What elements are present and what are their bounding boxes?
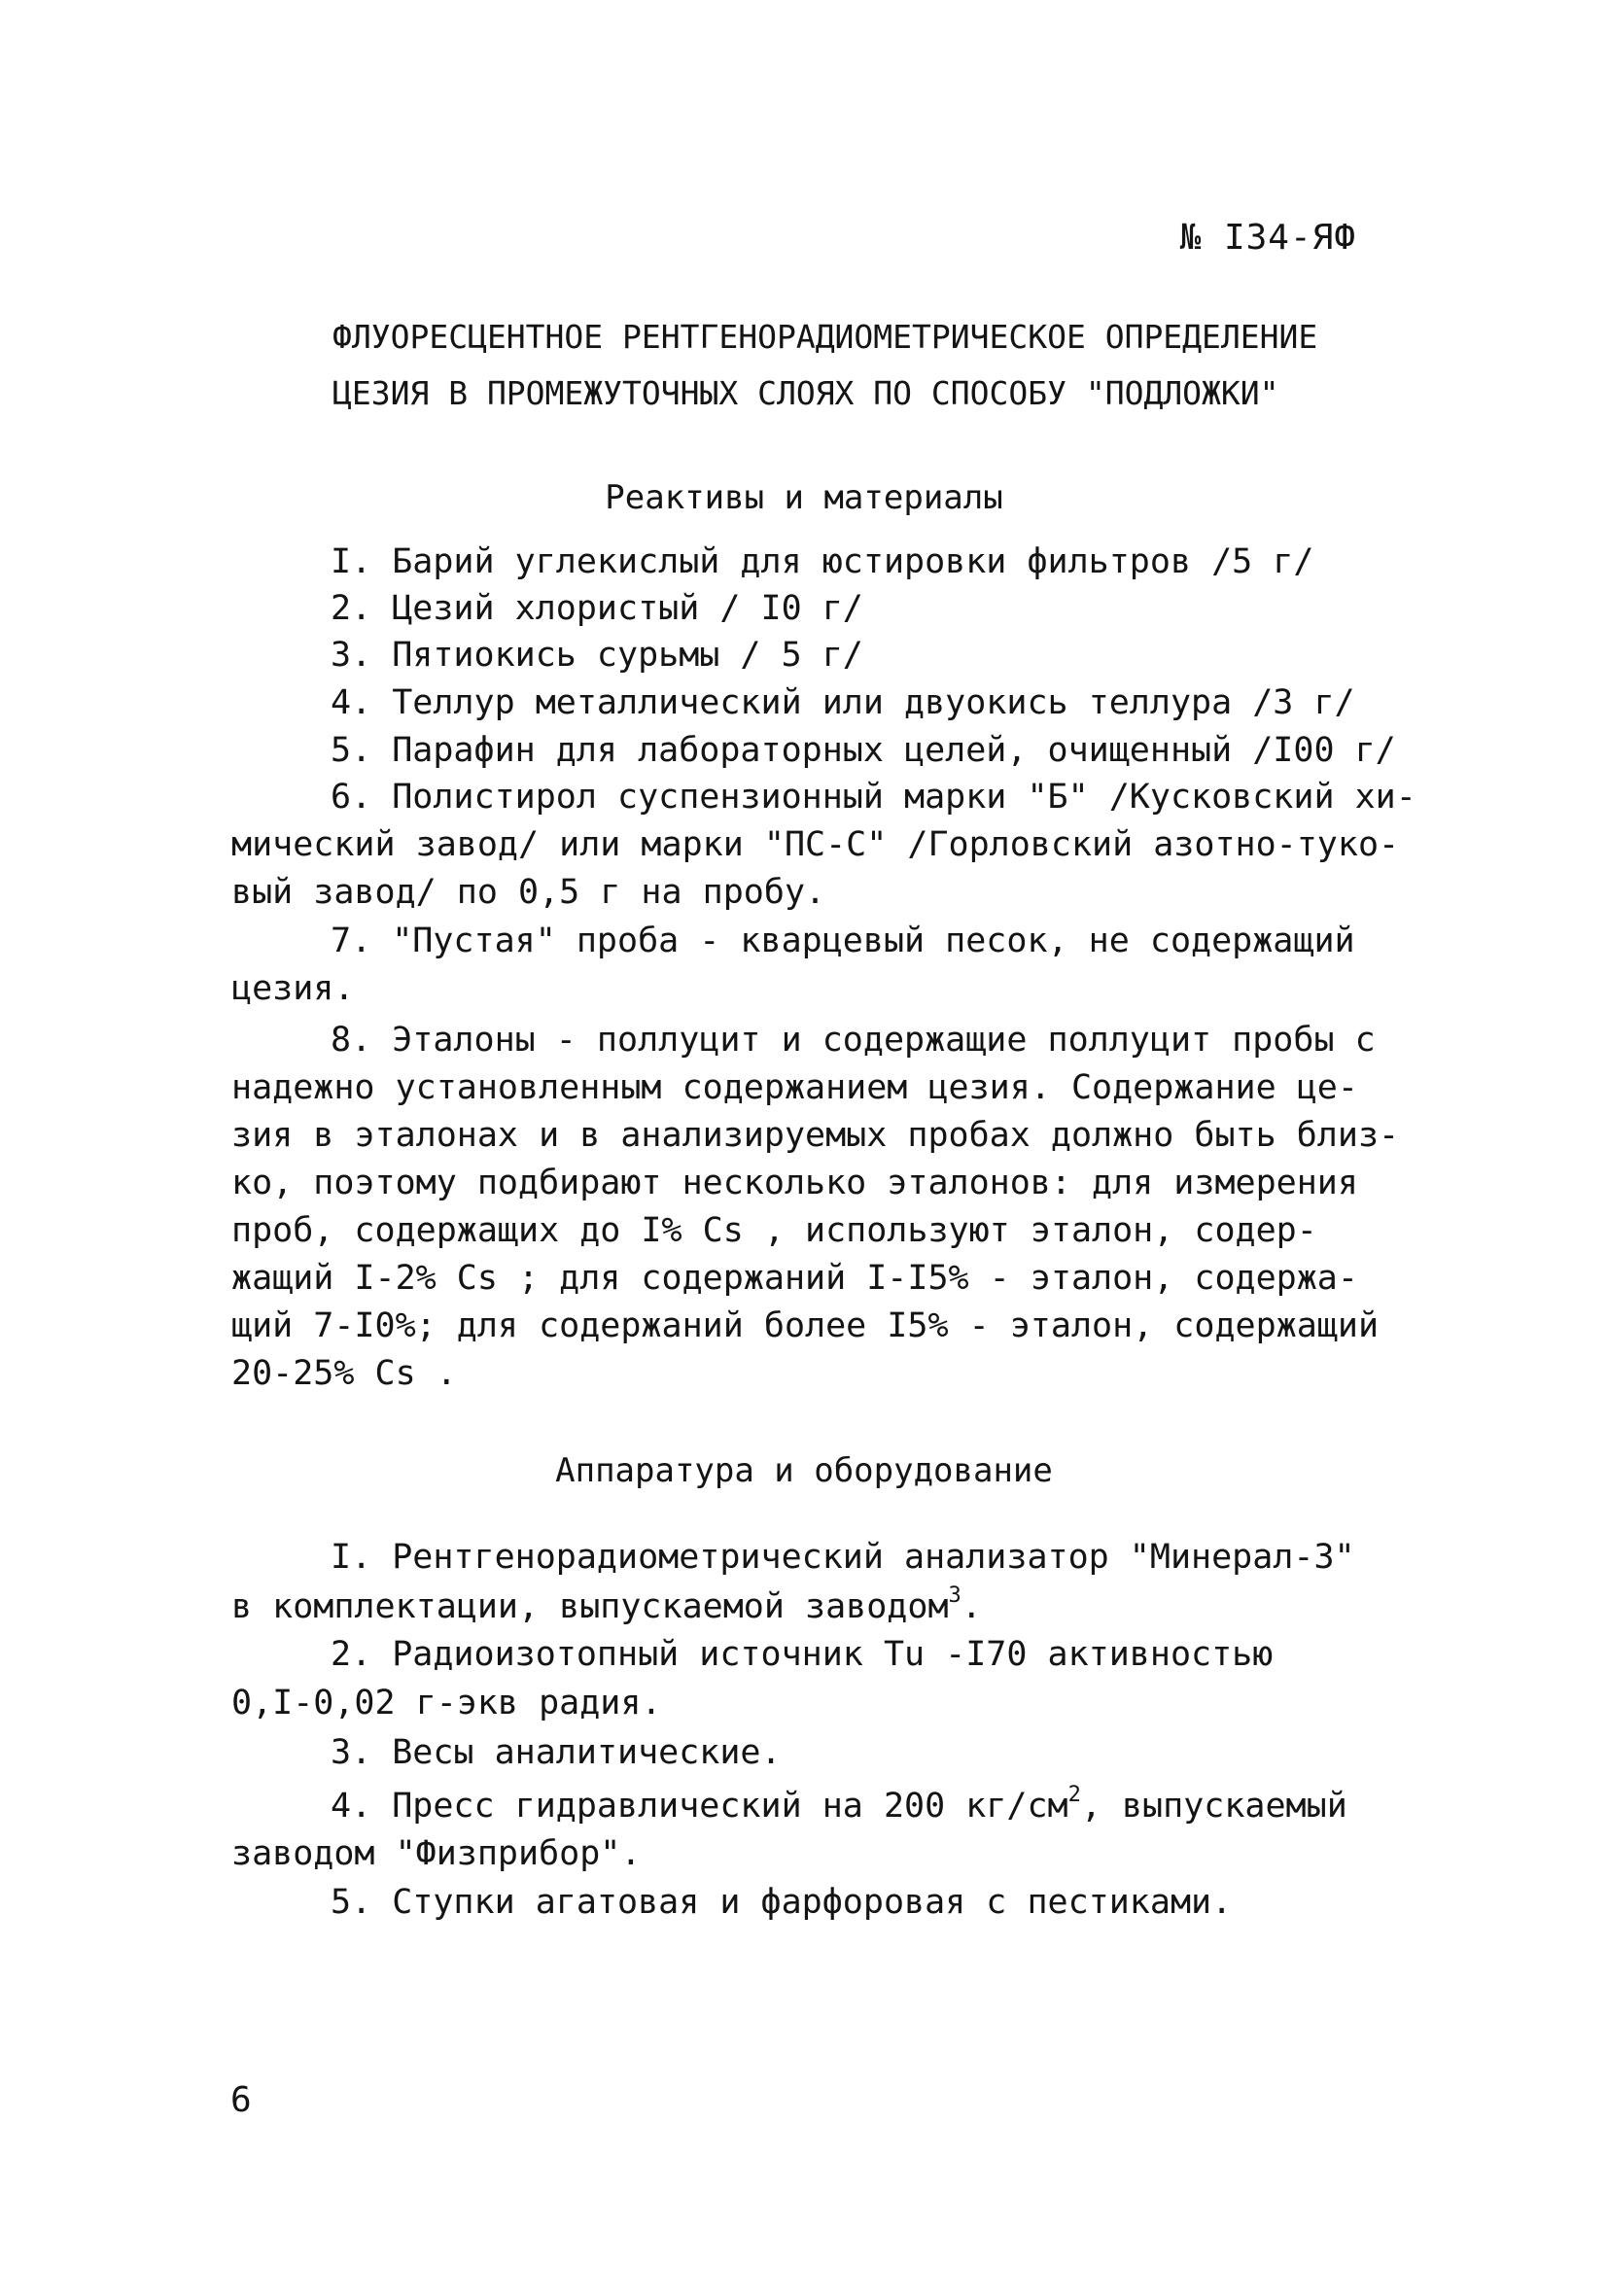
equipment-line-3: 2. Радиоизотопный источник Tu -I70 активностью bbox=[331, 1635, 1274, 1674]
section-heading-reagents: Реактивы и материалы bbox=[605, 478, 1003, 517]
equipment-line-2-text: в комплектации, выпускаемой заводом bbox=[231, 1587, 949, 1626]
section-heading-equipment: Аппаратура и оборудование bbox=[555, 1451, 1053, 1490]
reagent-line-6: 6. Полистирол суспензионный марки "Б" /Кусковский хи- bbox=[331, 778, 1416, 817]
title-line-1: ФЛУОРЕСЦЕНТНОЕ РЕНТГЕНОРАДИОМЕТРИЧЕСКОЕ ОПРЕДЕЛЕНИЕ bbox=[332, 318, 1318, 356]
document-title bbox=[332, 309, 1402, 422]
equipment-line-5: 3. Весы аналитические. bbox=[331, 1733, 782, 1772]
reagent-line-15: проб, содержащих до I% Cs , используют эталон, содер- bbox=[231, 1211, 1317, 1250]
reagent-line-12: надежно установленным содержанием цезия. Содержание це- bbox=[231, 1068, 1358, 1107]
reagent-line-10: цезия. bbox=[231, 969, 355, 1008]
equipment-line-8: 5. Ступки агатовая и фарфоровая с пестиками. bbox=[331, 1883, 1233, 1922]
equipment-line-4: 0,I-0,02 г-экв радия. bbox=[231, 1684, 662, 1722]
reagent-line-1: I. Барий углекислый для юстировки фильтров /5 г/ bbox=[331, 542, 1314, 581]
reagent-line-2: 2. Цезий хлористый / I0 г/ bbox=[331, 589, 863, 628]
equipment-line-7: заводом "Физприбор". bbox=[231, 1834, 642, 1873]
reagent-line-11: 8. Эталоны - поллуцит и содержащие поллуцит пробы с bbox=[331, 1021, 1376, 1060]
document-number: № I34-ЯФ bbox=[1179, 218, 1356, 258]
reagent-line-9: 7. "Пустая" проба - кварцевый песок, не содержащий bbox=[331, 922, 1355, 960]
reagent-line-4: 4. Теллур металлический или двуокись теллура /3 г/ bbox=[331, 683, 1355, 722]
exponent-superscript: 2 bbox=[1067, 1783, 1081, 1807]
equipment-line-6 bbox=[331, 1783, 1347, 1826]
reagent-line-14: ко, поэтому подбирают несколько эталонов: для измерения bbox=[231, 1164, 1358, 1202]
reagent-line-17: щий 7-I0%; для содержаний более I5% - эталон, содержащий bbox=[231, 1306, 1380, 1345]
reagent-line-5: 5. Парафин для лабораторных целей, очищенный /I00 г/ bbox=[331, 731, 1396, 770]
footnote-superscript: 3 bbox=[948, 1583, 961, 1608]
equipment-line-6-text: 4. Пресс гидравлический на 200 кг/см bbox=[331, 1787, 1068, 1826]
equipment-line-2-end: . bbox=[961, 1587, 982, 1626]
reagent-line-16: жащий I-2% Cs ; для содержаний I-I5% - эталон, содержа- bbox=[231, 1259, 1358, 1298]
reagent-line-18: 20-25% Cs . bbox=[231, 1354, 457, 1393]
title-line-2: ЦЕЗИЯ В ПРОМЕЖУТОЧНЫХ СЛОЯХ ПО СПОСОБУ "ПОДЛОЖКИ" bbox=[332, 374, 1279, 412]
equipment-line-1: I. Рентгенорадиометрический анализатор "Минерал-3" bbox=[331, 1538, 1355, 1577]
page-number: 6 bbox=[230, 2080, 252, 2120]
reagent-line-8: вый завод/ по 0,5 г на пробу. bbox=[231, 873, 826, 912]
reagent-line-7: мический завод/ или марки "ПС-С" /Горловский азотно-туко- bbox=[231, 825, 1400, 864]
equipment-line-6-end: , выпускаемый bbox=[1080, 1787, 1347, 1826]
reagent-line-3: 3. Пятиокись сурьмы / 5 г/ bbox=[331, 636, 863, 675]
reagent-line-13: зия в эталонах и в анализируемых пробах должно быть близ- bbox=[231, 1116, 1400, 1155]
equipment-line-2 bbox=[231, 1583, 982, 1626]
